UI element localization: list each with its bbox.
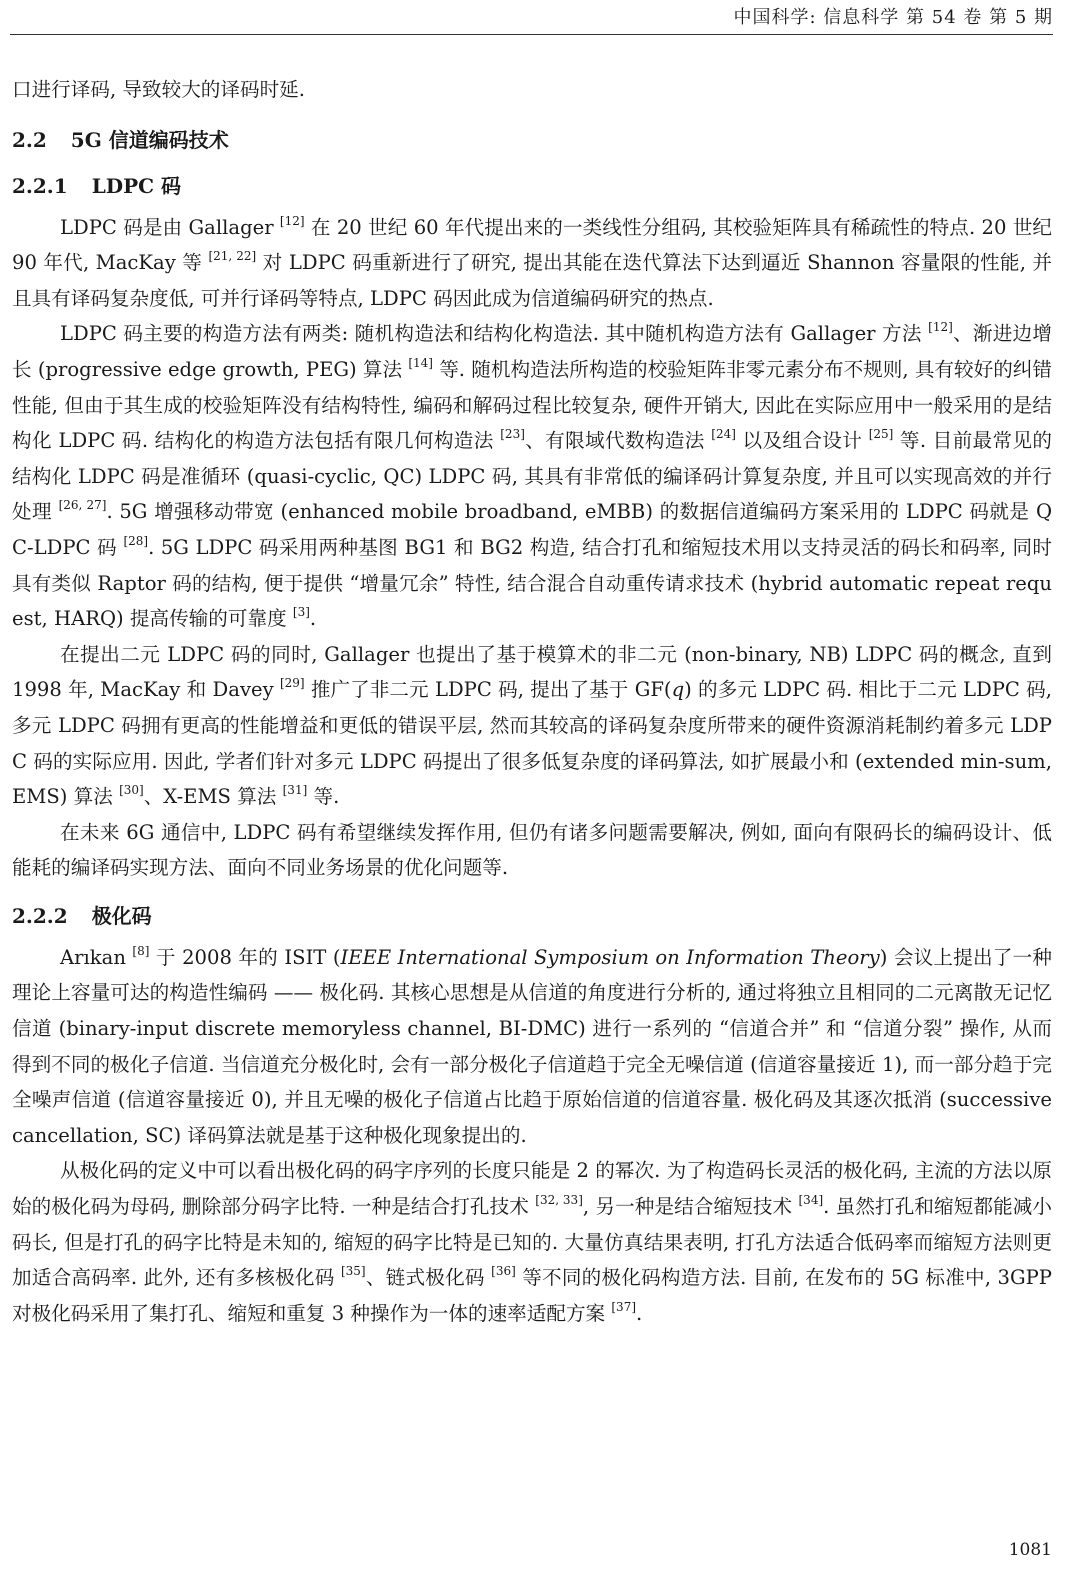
conference-name: IEEE International Symposium on Information Theory <box>340 945 880 969</box>
section-title: 极化码 <box>91 903 152 928</box>
paragraph-polar-intro: Arıkan [8] 于 2008 年的 ISIT (IEEE International Symposium on Information Theory) 会议上提出了一种理论上容量可达的构造性编码 —— 极化码. 其核心思想是从信道的角度进行分析的, 通过将独立且相同的二元离散无记忆信道 (binary-input discrete memoryless channel, BI-DMC) 进行一系列的 “信道合并” 和 “信道分裂” 操作, 从而得到不同的极化子信道. 当信道充分极化时, 会有一部分极化子信道趋于完全无噪信道 (信道容量接近 1), 而一部分趋于完全噪声信道 (信道容量接近 0), 并且无噪的极化子信道占比趋于原始信道的信道容量. 极化码及其逐次抵消 (successive cancellation, SC) 译码算法就是基于这种极化现象提出的. <box>12 943 1053 1147</box>
section-2-2-1-heading <box>12 170 1052 202</box>
running-header <box>10 0 1053 35</box>
citation: [37] <box>611 1299 637 1314</box>
citation: [28] <box>123 533 149 548</box>
citation: [26, 27] <box>58 498 107 513</box>
citation: [29] <box>279 676 305 691</box>
section-title: LDPC 码 <box>91 173 182 198</box>
citation: [21, 22] <box>208 249 257 264</box>
citation: [34] <box>798 1193 824 1208</box>
paragraph-nonbinary-ldpc: 在提出二元 LDPC 码的同时, Gallager 也提出了基于模算术的非二元 (non-binary, NB) LDPC 码的概念, 直到 1998 年, MacKay 和 Davey [29] 推广了非二元 LDPC 码, 提出了基于 GF(q) 的多元 LDPC 码. 相比于二元 LDPC 码, 多元 LDPC 码拥有更高的性能增益和更低的错误平层, 然而其较高的译码复杂度所带来的硬件资源消耗制约着多元 LDPC 码的实际应用. 因此, 学者们针对多元 LDPC 码提出了很多低复杂度的译码算法, 如扩展最小和 (extended min-sum, EMS) 算法 [30]、X-EMS 算法 [31] 等. <box>12 642 1053 809</box>
citation: [12] <box>279 213 305 228</box>
citation: [3] <box>292 605 310 620</box>
citation: [25] <box>868 427 894 442</box>
citation: [30] <box>119 783 144 798</box>
section-2-2-2-heading <box>12 900 1052 932</box>
paragraph-ldpc-6g: 在未来 6G 通信中, LDPC 码有希望继续发挥作用, 但仍有诸多问题需要解决, 例如, 面向有限码长的编码设计、低能耗的编译码实现方法、面向不同业务场景的优化问题等. <box>12 820 1052 880</box>
paragraph-ldpc-history: LDPC 码是由 Gallager [12] 在 20 世纪 60 年代提出来的一类线性分组码, 其校验矩阵具有稀疏性的特点. 20 世纪 90 年代, MacKay 等 [21, 22] 对 LDPC 码重新进行了研究, 提出其能在迭代算法下达到逼近 Shannon 容量限的性能, 并且具有译码复杂度低, 可并行译码等特点, LDPC 码因此成为信道编码研究的热点. <box>12 213 1053 310</box>
citation: [8] <box>132 943 150 958</box>
citation: [24] <box>711 427 736 442</box>
page-body <box>12 72 1052 1331</box>
section-number: 2.2.1 <box>12 173 68 198</box>
citation: [31] <box>282 783 308 798</box>
section-2-2-heading <box>12 124 1052 156</box>
citation: [32, 33] <box>535 1193 583 1208</box>
citation: [23] <box>500 427 525 442</box>
page-number: 1081 <box>1008 1540 1052 1560</box>
paragraph-polar-rate-matching: 从极化码的定义中可以看出极化码的码字序列的长度只能是 2 的幂次. 为了构造码长灵活的极化码, 主流的方法以原始的极化码为母码, 删除部分码字比特. 一种是结合打孔技术 [32, 33], 另一种是结合缩短技术 [34]. 虽然打孔和缩短都能减小码长, 但是打孔的码字比特是未知的, 缩短的码字比特是已知的. 大量仿真结果表明, 打孔方法适合低码率而缩短方法则更加适合高码率. 此外, 还有多核极化码 [35]、链式极化码 [36] 等不同的极化码构造方法. 目前, 在发布的 5G 标准中, 3GPP 对极化码采用了集打孔、缩短和重复 3 种操作为一体的速率适配方案 [37]. <box>12 1159 1053 1325</box>
citation: [14] <box>408 355 433 370</box>
citation: [35] <box>340 1264 366 1279</box>
section-number: 2.2.2 <box>12 903 68 928</box>
paragraph-ldpc-construction: LDPC 码主要的构造方法有两类: 随机构造法和结构化构造法. 其中随机构造方法有 Gallager 方法 [12]、渐进边增长 (progressive edge growth, PEG) 算法 [14] 等. 随机构造法所构造的校验矩阵非零元素分布不规则, 具有较好的纠错性能, 但由于其生成的校验矩阵没有结构特性, 编码和解码过程比较复杂, 硬件开销大, 因此在实际应用中一般采用的是结构化 LDPC 码. 结构化的构造方法包括有限几何构造法 [23]、有限域代数构造法 [24] 以及组合设计 [25] 等. 目前最常见的结构化 LDPC 码是准循环 (quasi-cyclic, QC) LDPC 码, 其具有非常低的编译码计算复杂度, 并且可以实现高效的并行处理 [26, 27]. 5G 增强移动带宽 (enhanced mobile broadband, eMBB) 的数据信道编码方案采用的 LDPC 码就是 QC-LDPC 码 [28]. 5G LDPC 码采用两种基图 BG1 和 BG2 构造, 结合打孔和缩短技术用以支持灵活的码长和码率, 同时具有类似 Raptor 码的结构, 便于提供 “增量冗余” 特性, 结合混合自动重传请求技术 (hybrid automatic repeat request, HARQ) 提高传输的可靠度 [3]. <box>12 320 1053 631</box>
journal-title: 中国科学: 信息科学 第 54 卷 第 5 期 <box>733 7 1053 28</box>
math-q: q <box>671 678 685 702</box>
continued-line: 口进行译码, 导致较大的译码时延. <box>12 78 305 101</box>
section-title: 5G 信道编码技术 <box>70 127 229 152</box>
citation: [36] <box>491 1264 516 1279</box>
section-number: 2.2 <box>12 127 47 152</box>
citation: [12] <box>928 320 953 335</box>
